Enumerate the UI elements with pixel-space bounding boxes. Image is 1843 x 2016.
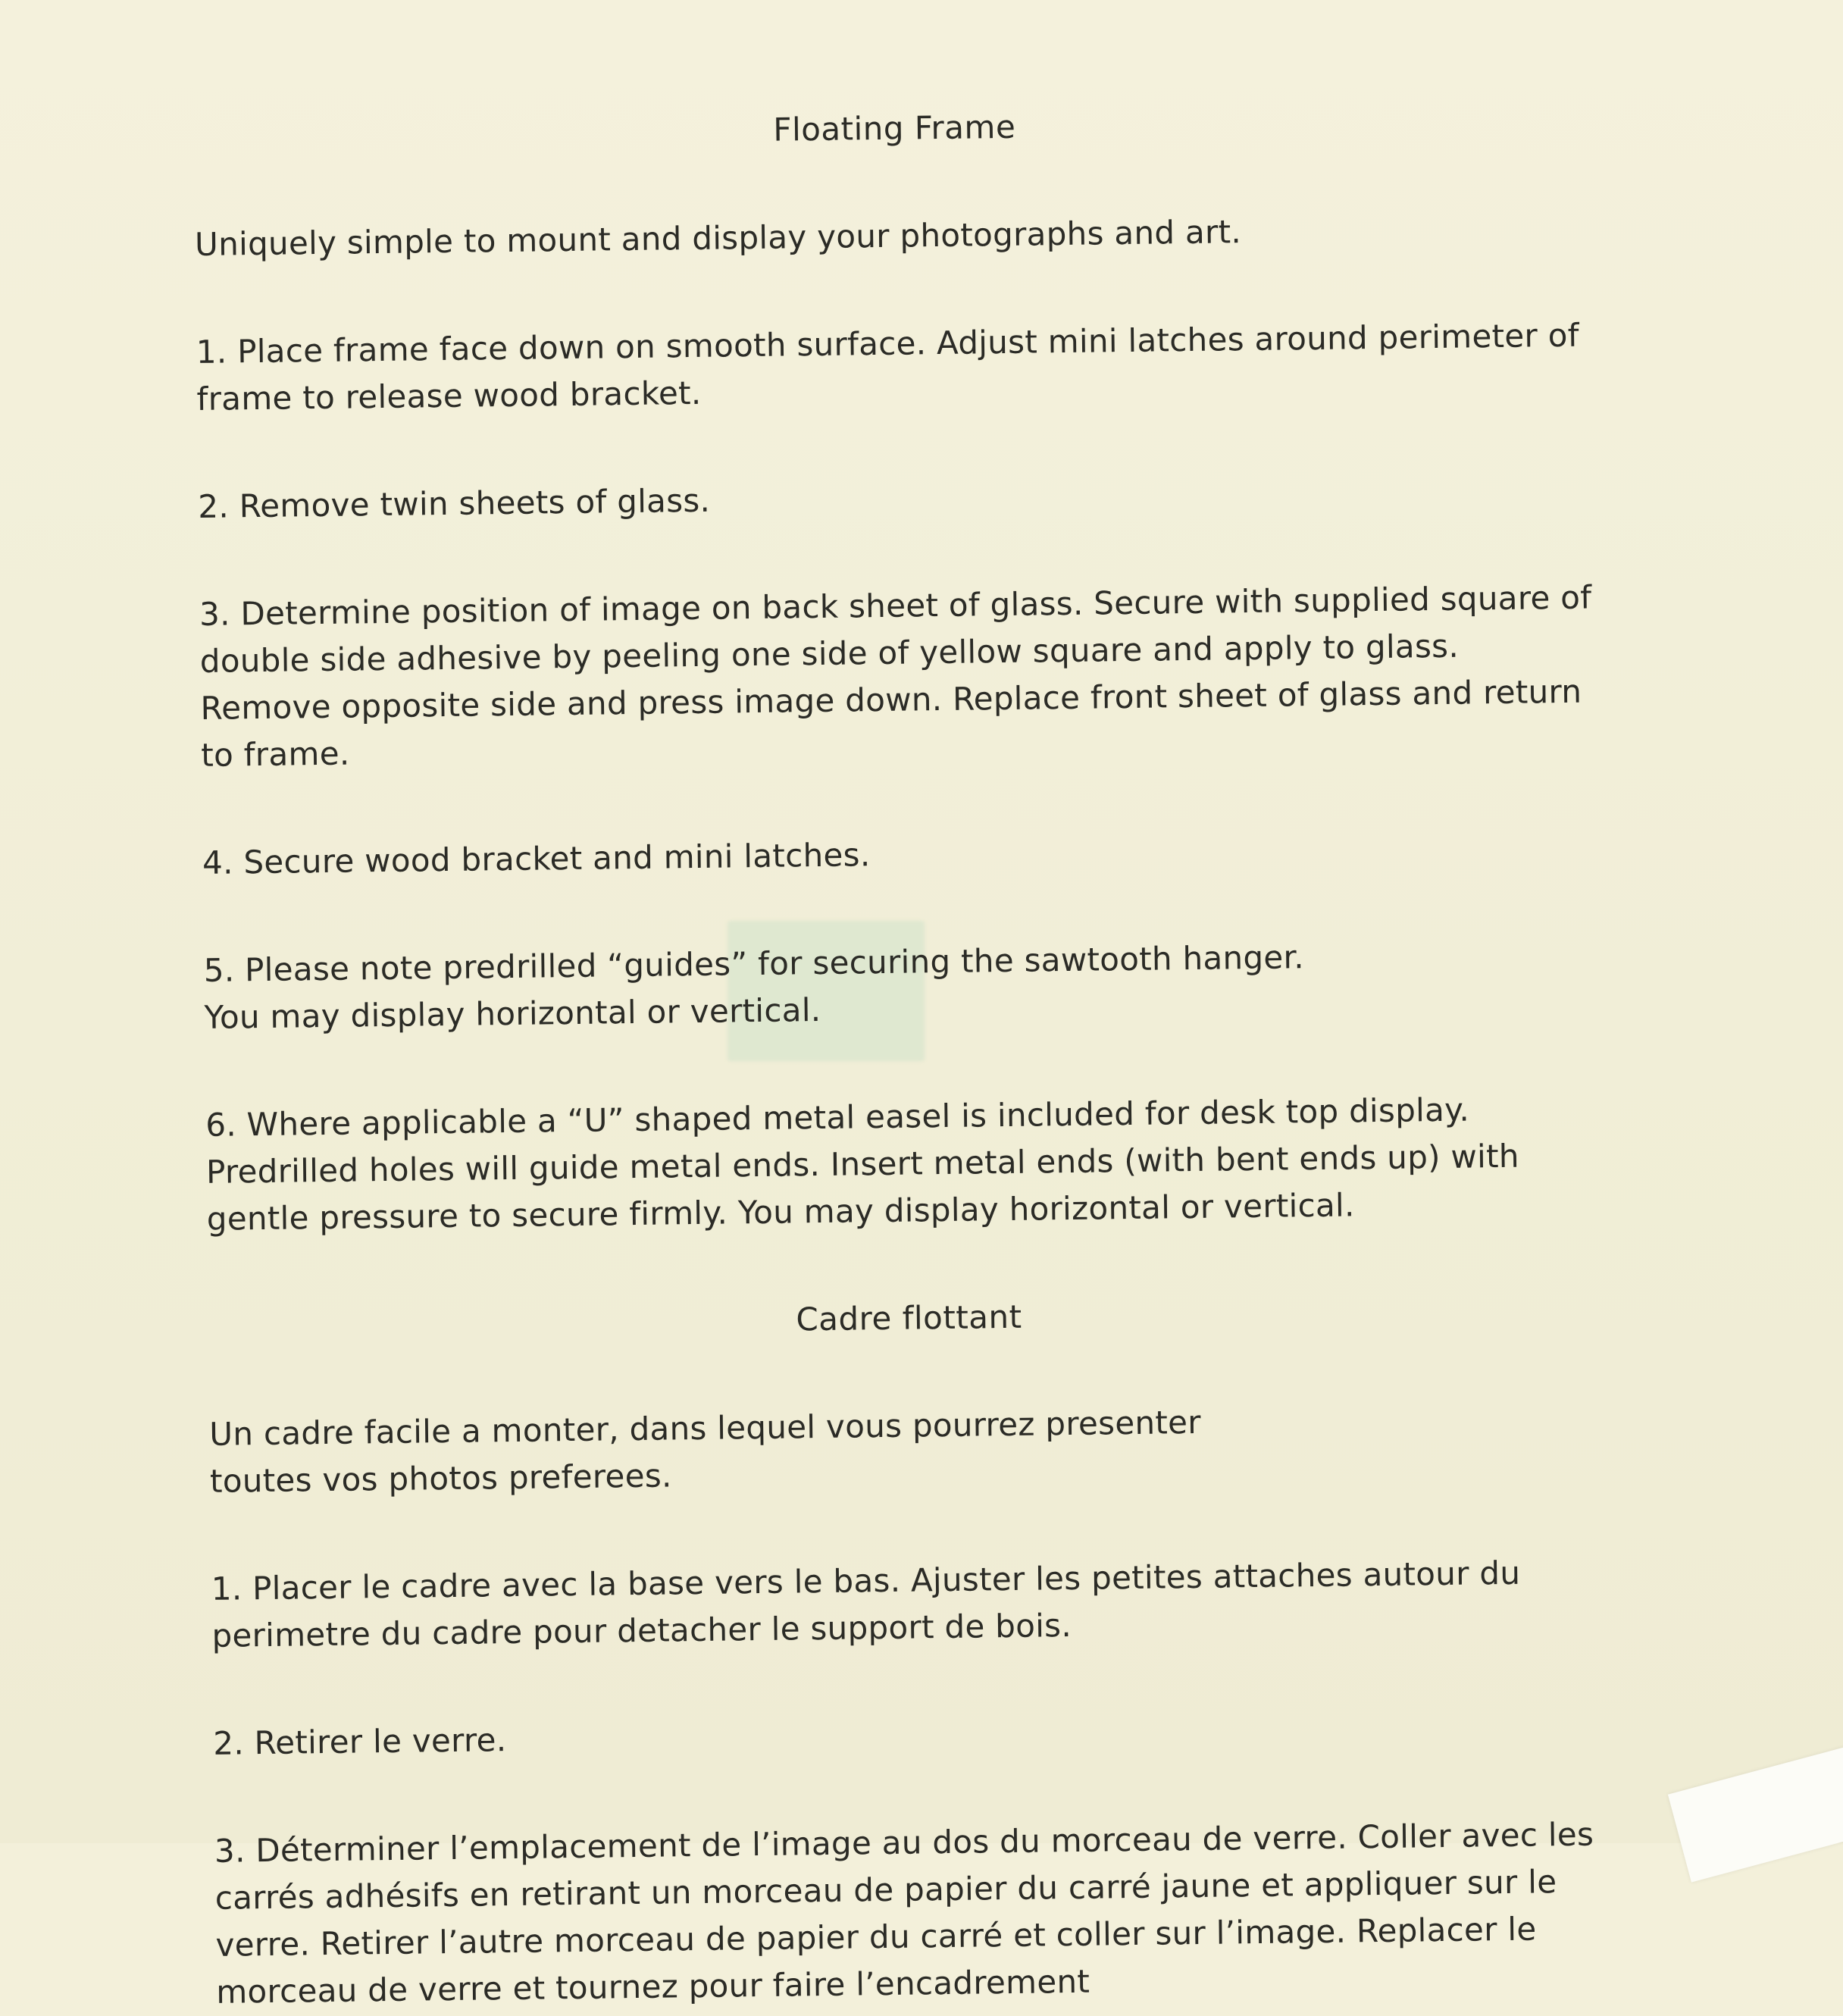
english-step-5-line-1: 5. Please note predrilled “guides” for securing the sawtooth hanger. <box>203 938 1305 989</box>
french-intro <box>209 1394 1612 1505</box>
french-step-3-line-3: verre. Retirer l’autre morceau de papier du carré et coller sur l’image. Replacer le <box>215 1910 1537 1964</box>
english-step-6-line-2: Predrilled holes will guide metal ends. Insert metal ends (with bent ends up) with <box>205 1137 1520 1191</box>
english-step-6-line-1: 6. Where applicable a “U” shaped metal easel is included for desk top display. <box>205 1091 1470 1144</box>
paper-corner <box>1668 1743 1843 1882</box>
english-step-5-line-2: You may display horizontal or vertical. <box>204 991 821 1036</box>
english-title: Floating Frame <box>773 108 1016 149</box>
french-intro-line-1: Un cadre facile a monter, dans lequel vous pourrez presenter <box>208 1403 1202 1453</box>
french-step-1-line-2: perimetre du cadre pour detacher le support de bois. <box>211 1606 1072 1654</box>
french-step-1 <box>211 1548 1613 1660</box>
english-step-4-line-1: 4. Secure wood bracket and mini latches. <box>202 836 871 881</box>
document-content <box>193 96 1619 2015</box>
french-step-3-line-1: 3. Déterminer l’emplacement de l’image au dos du morceau de verre. Coller avec les <box>214 1815 1594 1870</box>
english-step-1-line-1: 1. Place frame face down on smooth surface. Adjust mini latches around perimeter of <box>196 316 1580 371</box>
french-intro-line-2: toutes vos photos preferees. <box>209 1457 672 1500</box>
french-step-3-line-2: carrés adhésifs en retirant un morceau de papier du carré jaune et appliquer sur le <box>214 1863 1557 1917</box>
english-intro: Uniquely simple to mount and display your photographs and art. <box>194 213 1242 263</box>
english-step-3-line-3: Remove opposite side and press image down. Replace front sheet of glass and return <box>200 672 1582 727</box>
french-step-3 <box>214 1811 1619 2016</box>
french-step-3-line-4: morceau de verre et tournez pour faire l’encadrement <box>215 1962 1090 2011</box>
english-step-3-line-4: to frame. <box>201 734 350 774</box>
french-title: Cadre flottant <box>796 1298 1022 1338</box>
french-step-1-line-1: 1. Placer le cadre avec la base vers le bas. Ajuster les petites attaches autour du <box>211 1554 1521 1607</box>
french-step-2-line-1: 2. Retirer le verre. <box>212 1721 507 1762</box>
english-step-2-line-1: 2. Remove twin sheets of glass. <box>198 481 711 525</box>
english-step-3-line-1: 3. Determine position of image on back sheet of glass. Secure with supplied square of <box>199 578 1592 633</box>
english-step-3 <box>199 574 1604 779</box>
english-step-6 <box>205 1085 1609 1243</box>
english-step-1 <box>196 311 1598 423</box>
english-step-1-line-2: frame to release wood bracket. <box>196 374 702 418</box>
english-step-5 <box>203 930 1606 1041</box>
english-step-6-line-3: gentle pressure to secure firmly. You may display horizontal or vertical. <box>206 1186 1355 1238</box>
english-step-3-line-2: double side adhesive by peeling one side of yellow square and apply to glass. <box>199 627 1460 680</box>
